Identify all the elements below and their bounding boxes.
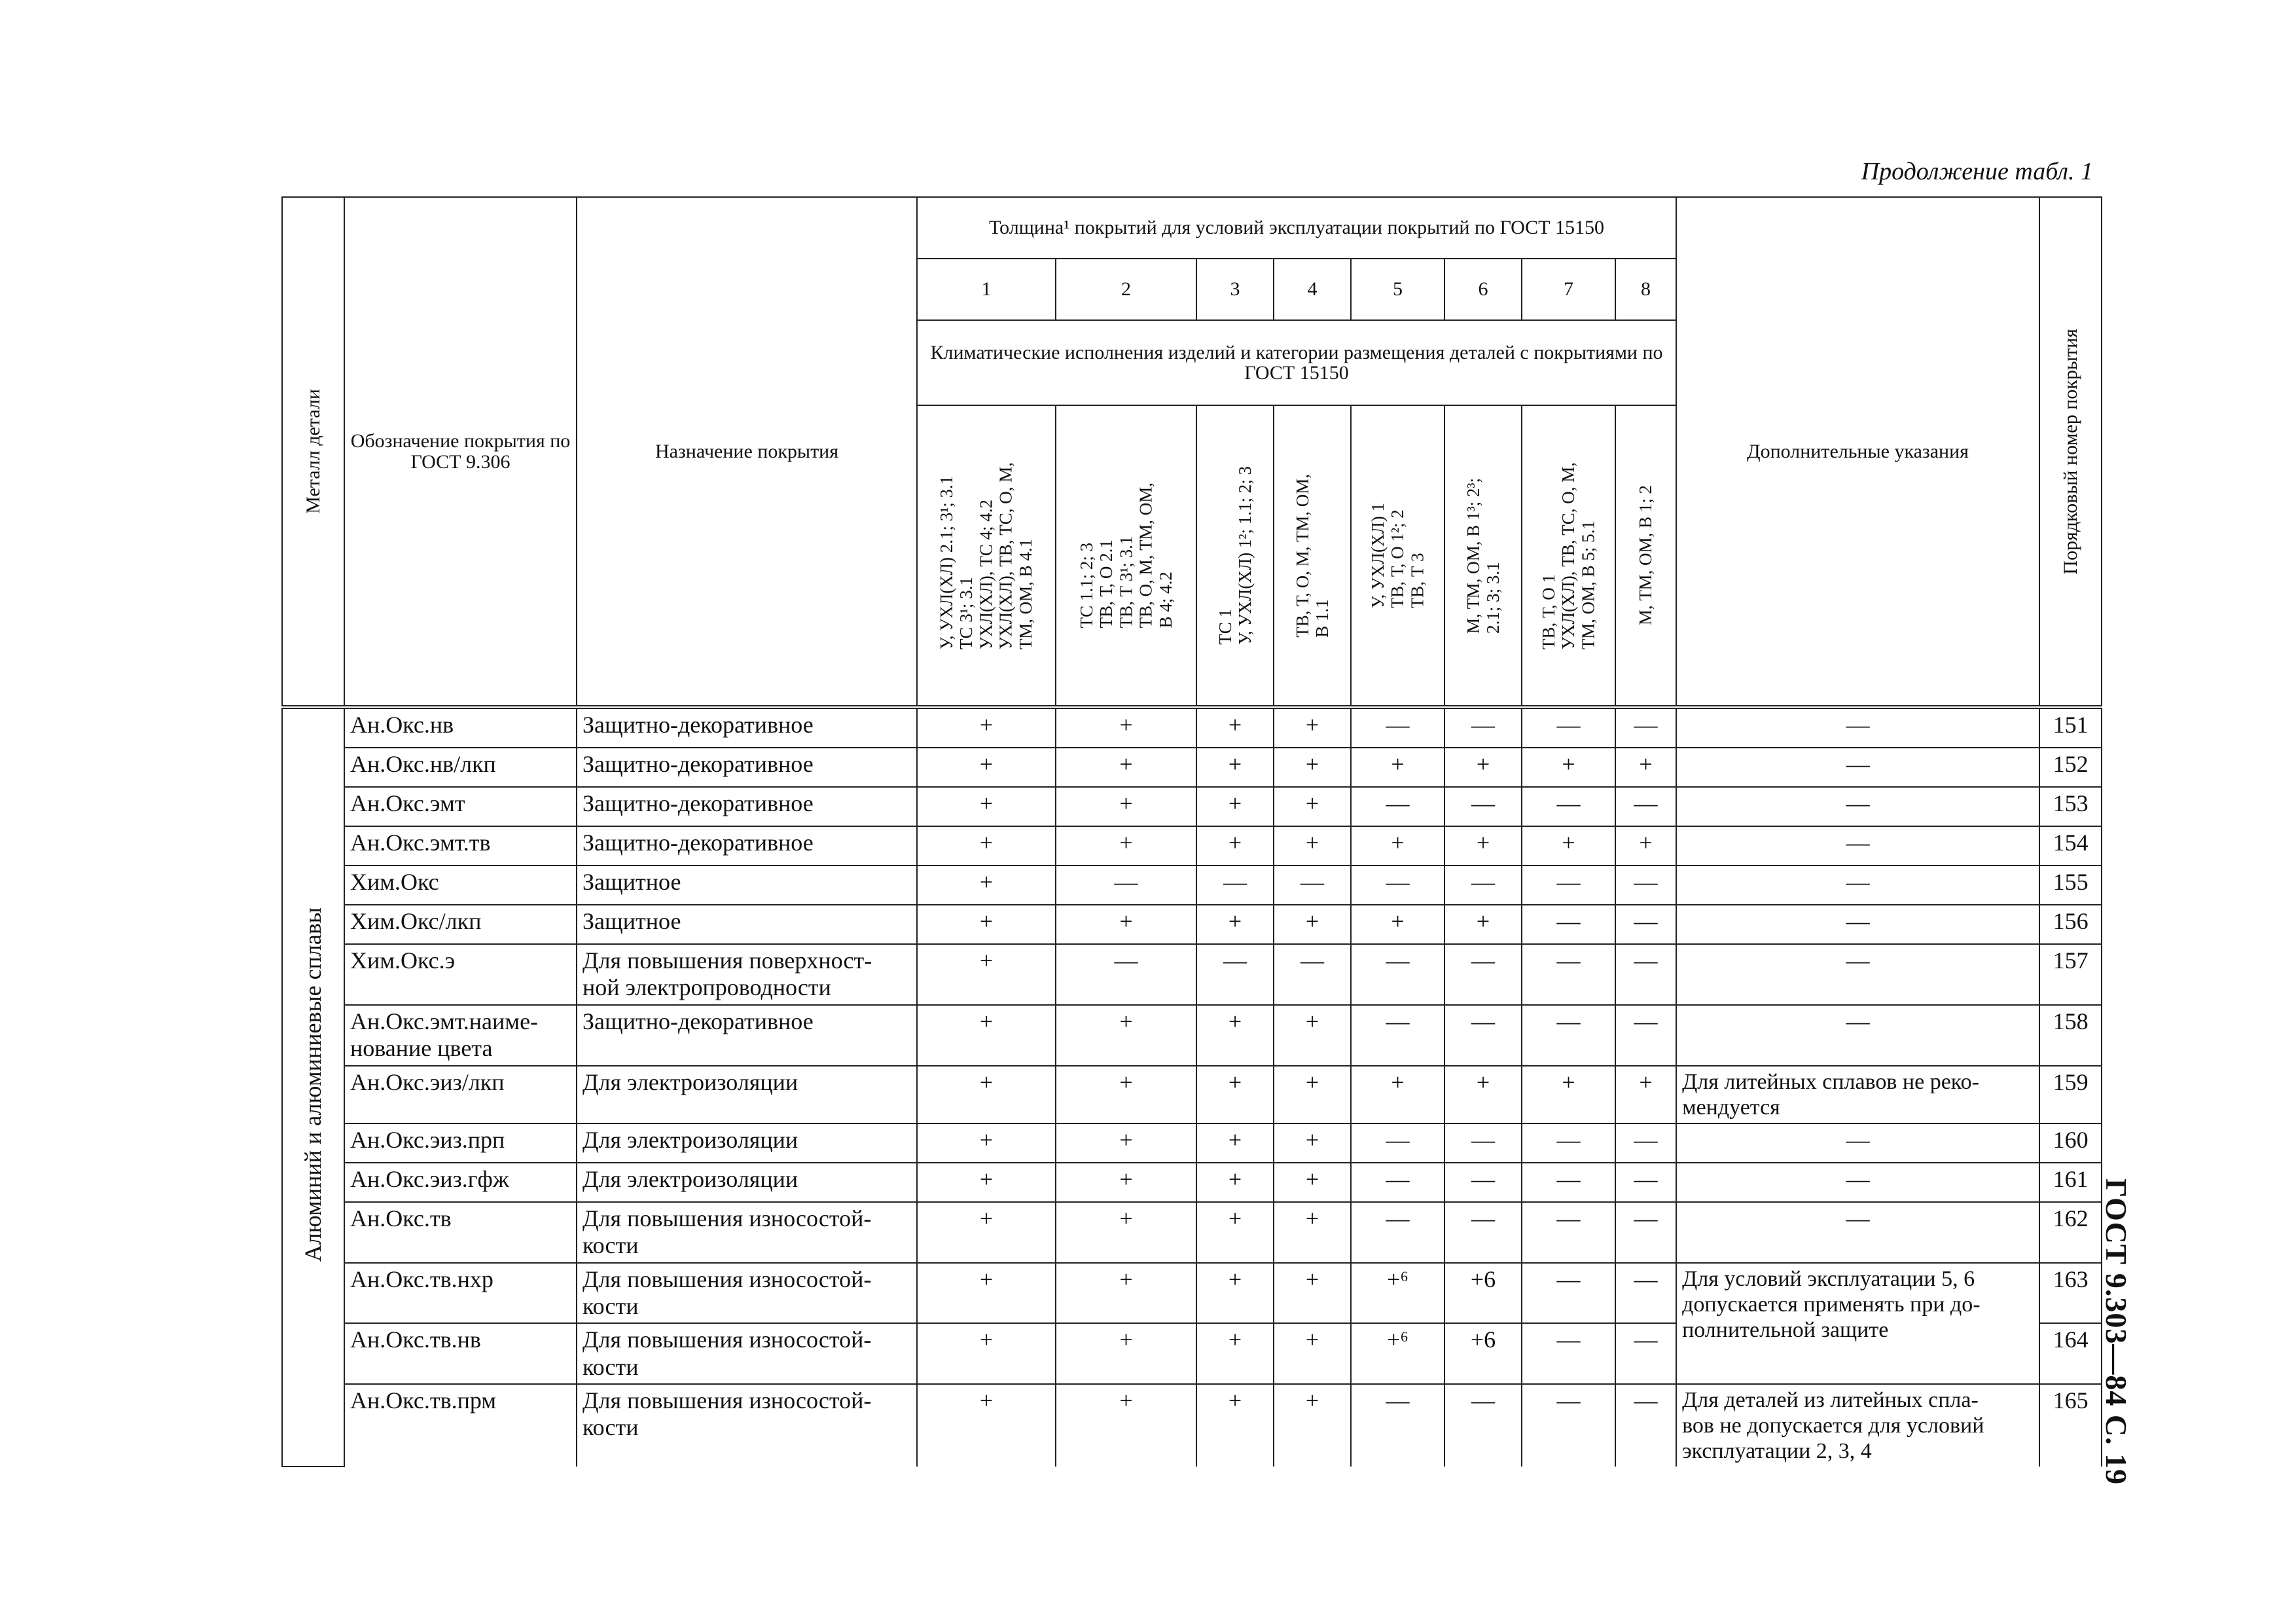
- condition-5-cell: —: [1351, 707, 1444, 748]
- coatings-table: [281, 196, 2102, 1467]
- col-metal-header: Металл детали: [282, 197, 344, 707]
- condition-6-cell: —: [1444, 944, 1522, 1005]
- designation-cell: Хим.Окс/лкп: [344, 905, 577, 944]
- condition-1-cell: +: [917, 748, 1056, 787]
- standard-side-label: ГОСТ 9.303—84 С. 19: [2100, 1178, 2133, 1486]
- note-cell: —: [1676, 748, 2039, 787]
- note-cell: —: [1676, 866, 2039, 905]
- purpose-cell: Защитно-декоративное: [577, 1005, 917, 1066]
- purpose-cell: Для повышения износостой- кости: [577, 1202, 917, 1263]
- condition-5-cell: —: [1351, 866, 1444, 905]
- purpose-cell: Защитно-декоративное: [577, 826, 917, 866]
- purpose-cell: Для электроизоляции: [577, 1066, 917, 1123]
- condition-7-cell: —: [1522, 1263, 1615, 1324]
- condition-1-cell: +: [917, 826, 1056, 866]
- order-cell: 163: [2039, 1263, 2102, 1324]
- condition-3-cell: +: [1196, 1384, 1274, 1467]
- order-cell: 159: [2039, 1066, 2102, 1123]
- condition-4-cell: +: [1274, 1263, 1351, 1324]
- condition-4-cell: +: [1274, 787, 1351, 826]
- condition-2-cell: +: [1056, 905, 1196, 944]
- condition-8-cell: —: [1615, 1123, 1676, 1163]
- condition-7-cell: +: [1522, 748, 1615, 787]
- condition-5-cell: —: [1351, 1123, 1444, 1163]
- condition-1-cell: +: [917, 905, 1056, 944]
- condition-7-cell: +: [1522, 826, 1615, 866]
- order-cell: 160: [2039, 1123, 2102, 1163]
- condition-7-cell: —: [1522, 1202, 1615, 1263]
- condition-7-cell: —: [1522, 787, 1615, 826]
- condition-3-cell: +: [1196, 787, 1274, 826]
- condition-8-cell: —: [1615, 707, 1676, 748]
- purpose-cell: Защитно-декоративное: [577, 787, 917, 826]
- order-cell: 161: [2039, 1163, 2102, 1202]
- condition-5-cell: —: [1351, 1163, 1444, 1202]
- condition-8-cell: —: [1615, 866, 1676, 905]
- designation-cell: Ан.Окс.нв: [344, 707, 577, 748]
- condition-2-cell: +: [1056, 787, 1196, 826]
- condition-6-cell: +: [1444, 826, 1522, 866]
- condition-5-cell: +: [1351, 905, 1444, 944]
- condition-7-cell: —: [1522, 1323, 1615, 1384]
- order-cell: 157: [2039, 944, 2102, 1005]
- table-row: [282, 748, 2102, 787]
- designation-cell: Ан.Окс.эмт: [344, 787, 577, 826]
- designation-cell: Ан.Окс.тв.прм: [344, 1384, 577, 1467]
- note-cell: —: [1676, 826, 2039, 866]
- condition-4-cell: —: [1274, 944, 1351, 1005]
- condition-2-cell: +: [1056, 707, 1196, 748]
- note-cell: —: [1676, 905, 2039, 944]
- condition-8-cell: —: [1615, 1202, 1676, 1263]
- condition-1-cell: +: [917, 866, 1056, 905]
- note-cell: —: [1676, 944, 2039, 1005]
- note-cell: —: [1676, 787, 2039, 826]
- condition-7-cell: —: [1522, 905, 1615, 944]
- condition-1-cell: +: [917, 1323, 1056, 1384]
- condition-2-cell: —: [1056, 944, 1196, 1005]
- condition-4-cell: +: [1274, 1163, 1351, 1202]
- condition-3-cell: +: [1196, 1323, 1274, 1384]
- col-additional-header: Дополнительные указания: [1676, 197, 2039, 707]
- condition-7-cell: +: [1522, 1066, 1615, 1123]
- note-cell: Для литейных сплавов не реко- мендуется: [1676, 1066, 2039, 1123]
- table-row: [282, 1005, 2102, 1066]
- order-cell: 151: [2039, 707, 2102, 748]
- condition-3-cell: +: [1196, 1005, 1274, 1066]
- table-row: [282, 1066, 2102, 1123]
- condition-4-cell: —: [1274, 866, 1351, 905]
- condition-8-cell: —: [1615, 1384, 1676, 1467]
- condition-4-cell: +: [1274, 1123, 1351, 1163]
- condition-1-cell: +: [917, 1263, 1056, 1324]
- designation-cell: Ан.Окс.тв.нхр: [344, 1263, 577, 1324]
- designation-cell: Ан.Окс.нв/лкп: [344, 748, 577, 787]
- designation-cell: Хим.Окс.э: [344, 944, 577, 1005]
- condition-4-cell: +: [1274, 905, 1351, 944]
- condition-1-cell: +: [917, 787, 1056, 826]
- designation-cell: Ан.Окс.эмт.наиме- нование цвета: [344, 1005, 577, 1066]
- condition-4-cell: +: [1274, 1066, 1351, 1123]
- condition-1-cell: +: [917, 1005, 1056, 1066]
- condition-3-cell: +: [1196, 905, 1274, 944]
- condition-7-cell: —: [1522, 707, 1615, 748]
- condition-6-cell: —: [1444, 1384, 1522, 1467]
- condition-1-cell: +: [917, 707, 1056, 748]
- note-cell: Для условий эксплуатации 5, 6 допускается применять при до- полнительной защите: [1676, 1263, 2039, 1385]
- thickness-group-header: Толщина¹ покрытий для условий эксплуатации покрытий по ГОСТ 15150: [917, 197, 1676, 259]
- condition-3-cell: +: [1196, 1163, 1274, 1202]
- condition-4-cell: +: [1274, 1005, 1351, 1066]
- condition-5-cell: —: [1351, 1384, 1444, 1467]
- condition-2-cell: +: [1056, 1323, 1196, 1384]
- condition-8-cell: —: [1615, 1005, 1676, 1066]
- condition-7-cell: —: [1522, 1163, 1615, 1202]
- condition-2-cell: +: [1056, 1005, 1196, 1066]
- condition-8-cell: —: [1615, 787, 1676, 826]
- condition-2-cell: +: [1056, 1123, 1196, 1163]
- condition-8-cell: +: [1615, 826, 1676, 866]
- table-row: [282, 866, 2102, 905]
- condition-4-cell: +: [1274, 748, 1351, 787]
- condition-6-cell: —: [1444, 1005, 1522, 1066]
- climatic-8-header: М, ТМ, ОМ, В 1; 2: [1615, 405, 1676, 707]
- condition-5-cell: —: [1351, 944, 1444, 1005]
- condition-8-cell: +: [1615, 748, 1676, 787]
- purpose-cell: Для повышения износостой- кости: [577, 1384, 917, 1467]
- order-cell: 158: [2039, 1005, 2102, 1066]
- condition-3-cell: +: [1196, 1263, 1274, 1324]
- designation-cell: Ан.Окс.тв.нв: [344, 1323, 577, 1384]
- condition-1-header: 1: [917, 259, 1056, 320]
- table-row: [282, 707, 2102, 748]
- condition-2-cell: +: [1056, 1384, 1196, 1467]
- condition-1-cell: +: [917, 1202, 1056, 1263]
- condition-2-cell: +: [1056, 1163, 1196, 1202]
- condition-1-cell: +: [917, 1384, 1056, 1467]
- condition-2-cell: —: [1056, 866, 1196, 905]
- condition-6-cell: —: [1444, 707, 1522, 748]
- condition-7-cell: —: [1522, 1123, 1615, 1163]
- condition-6-cell: —: [1444, 1123, 1522, 1163]
- purpose-cell: Для повышения износостой- кости: [577, 1263, 917, 1324]
- condition-5-cell: +: [1351, 748, 1444, 787]
- condition-1-cell: +: [917, 1163, 1056, 1202]
- condition-3-cell: +: [1196, 1066, 1274, 1123]
- note-cell: —: [1676, 707, 2039, 748]
- condition-3-cell: +: [1196, 1123, 1274, 1163]
- purpose-cell: Защитно-декоративное: [577, 707, 917, 748]
- condition-1-cell: +: [917, 944, 1056, 1005]
- condition-6-cell: —: [1444, 1202, 1522, 1263]
- climatic-1-header: У, УХЛ(ХЛ) 2.1; 3¹; 3.1 ТС 3¹; 3.1 УХЛ(ХЛ), ТС 4; 4.2 УХЛ(ХЛ), ТВ, ТС, О, М, ТМ, ОМ, В 4.1: [917, 405, 1056, 707]
- condition-8-cell: —: [1615, 905, 1676, 944]
- climatic-3-header: ТС 1 У, УХЛ(ХЛ) 1²; 1.1; 2; 3: [1196, 405, 1274, 707]
- condition-3-cell: —: [1196, 866, 1274, 905]
- order-cell: 155: [2039, 866, 2102, 905]
- condition-2-cell: +: [1056, 826, 1196, 866]
- condition-5-cell: —: [1351, 1202, 1444, 1263]
- condition-4-cell: +: [1274, 1384, 1351, 1467]
- note-cell: —: [1676, 1005, 2039, 1066]
- condition-4-header: 4: [1274, 259, 1351, 320]
- climatic-group-header: Климатические исполнения изделий и категории размещения деталей с покрытиями по ГОСТ 15150: [917, 320, 1676, 405]
- note-cell: —: [1676, 1123, 2039, 1163]
- condition-6-cell: +: [1444, 1066, 1522, 1123]
- col-designation-header: Обозначение покрытия по ГОСТ 9.306: [344, 197, 577, 707]
- condition-8-header: 8: [1615, 259, 1676, 320]
- condition-2-cell: +: [1056, 748, 1196, 787]
- purpose-cell: Для повышения износостой- кости: [577, 1323, 917, 1384]
- condition-6-cell: +: [1444, 905, 1522, 944]
- designation-cell: Ан.Окс.эиз.прп: [344, 1123, 577, 1163]
- condition-8-cell: +: [1615, 1066, 1676, 1123]
- condition-6-cell: —: [1444, 866, 1522, 905]
- table-row: [282, 787, 2102, 826]
- condition-4-cell: +: [1274, 1202, 1351, 1263]
- order-cell: 152: [2039, 748, 2102, 787]
- climatic-4-header: ТВ, Т, О, М, ТМ, ОМ, В 1.1: [1274, 405, 1351, 707]
- designation-cell: Ан.Окс.эиз.гфж: [344, 1163, 577, 1202]
- purpose-cell: Для электроизоляции: [577, 1163, 917, 1202]
- order-cell: 154: [2039, 826, 2102, 866]
- purpose-cell: Защитное: [577, 866, 917, 905]
- condition-3-cell: —: [1196, 944, 1274, 1005]
- purpose-cell: Для электроизоляции: [577, 1123, 917, 1163]
- col-purpose-header: Назначение покрытия: [577, 197, 917, 707]
- condition-4-cell: +: [1274, 1323, 1351, 1384]
- condition-2-cell: +: [1056, 1066, 1196, 1123]
- condition-6-cell: +6: [1444, 1323, 1522, 1384]
- condition-6-cell: +6: [1444, 1263, 1522, 1324]
- designation-cell: Хим.Окс: [344, 866, 577, 905]
- metal-group-cell: Алюминий и алюминиевые сплавы: [282, 707, 344, 1467]
- condition-8-cell: —: [1615, 1163, 1676, 1202]
- condition-1-cell: +: [917, 1123, 1056, 1163]
- note-cell: —: [1676, 1202, 2039, 1263]
- condition-5-cell: —: [1351, 787, 1444, 826]
- condition-7-cell: —: [1522, 944, 1615, 1005]
- condition-5-cell: +: [1351, 1066, 1444, 1123]
- col-order-header: Порядковый номер покрытия: [2039, 197, 2102, 707]
- condition-5-cell: —: [1351, 1005, 1444, 1066]
- climatic-5-header: У, УХЛ(ХЛ) 1 ТВ, Т, О 1²; 2 ТВ, Т 3: [1351, 405, 1444, 707]
- designation-cell: Ан.Окс.эмт.тв: [344, 826, 577, 866]
- climatic-6-header: М, ТМ, ОМ, В 1³; 2³; 2.1; 3; 3.1: [1444, 405, 1522, 707]
- condition-3-cell: +: [1196, 707, 1274, 748]
- condition-7-header: 7: [1522, 259, 1615, 320]
- note-cell: —: [1676, 1163, 2039, 1202]
- table-row: [282, 944, 2102, 1005]
- condition-7-cell: —: [1522, 1005, 1615, 1066]
- condition-3-cell: +: [1196, 748, 1274, 787]
- order-cell: 153: [2039, 787, 2102, 826]
- table-row: [282, 1163, 2102, 1202]
- condition-5-cell: +⁶: [1351, 1263, 1444, 1324]
- condition-7-cell: —: [1522, 1384, 1615, 1467]
- condition-3-cell: +: [1196, 826, 1274, 866]
- purpose-cell: Для повышения поверхност- ной электропроводности: [577, 944, 917, 1005]
- condition-2-cell: +: [1056, 1263, 1196, 1324]
- condition-8-cell: —: [1615, 1323, 1676, 1384]
- order-cell: 162: [2039, 1202, 2102, 1263]
- condition-1-cell: +: [917, 1066, 1056, 1123]
- order-cell: 165: [2039, 1384, 2102, 1467]
- condition-4-cell: +: [1274, 707, 1351, 748]
- condition-8-cell: —: [1615, 1263, 1676, 1324]
- condition-3-cell: +: [1196, 1202, 1274, 1263]
- designation-cell: Ан.Окс.эиз/лкп: [344, 1066, 577, 1123]
- order-cell: 156: [2039, 905, 2102, 944]
- continuation-label: Продолжение табл. 1: [1861, 158, 2093, 185]
- table-row: [282, 1123, 2102, 1163]
- condition-6-cell: —: [1444, 1163, 1522, 1202]
- condition-4-cell: +: [1274, 826, 1351, 866]
- table-row: [282, 905, 2102, 944]
- condition-3-header: 3: [1196, 259, 1274, 320]
- order-cell: 164: [2039, 1323, 2102, 1384]
- climatic-7-header: ТВ, Т, О 1 УХЛ(ХЛ), ТВ, ТС, О, М, ТМ, ОМ, В 5; 5.1: [1522, 405, 1615, 707]
- condition-2-header: 2: [1056, 259, 1196, 320]
- purpose-cell: Защитное: [577, 905, 917, 944]
- table-row: [282, 1384, 2102, 1467]
- climatic-2-header: ТС 1.1; 2; 3 ТВ, Т, О 2.1 ТВ, Т 3¹; 3.1 ТВ, О, М, ТМ, ОМ, В 4; 4.2: [1056, 405, 1196, 707]
- table-row: [282, 1202, 2102, 1263]
- condition-6-cell: +: [1444, 748, 1522, 787]
- condition-2-cell: +: [1056, 1202, 1196, 1263]
- condition-6-header: 6: [1444, 259, 1522, 320]
- purpose-cell: Защитно-декоративное: [577, 748, 917, 787]
- table-row: [282, 1263, 2102, 1324]
- condition-7-cell: —: [1522, 866, 1615, 905]
- condition-5-cell: +: [1351, 826, 1444, 866]
- condition-5-cell: +⁶: [1351, 1323, 1444, 1384]
- condition-5-header: 5: [1351, 259, 1444, 320]
- condition-6-cell: —: [1444, 787, 1522, 826]
- note-cell: Для деталей из литейных спла- вов не допускается для условий эксплуатации 2, 3, 4: [1676, 1384, 2039, 1467]
- table-row: [282, 826, 2102, 866]
- condition-8-cell: —: [1615, 944, 1676, 1005]
- designation-cell: Ан.Окс.тв: [344, 1202, 577, 1263]
